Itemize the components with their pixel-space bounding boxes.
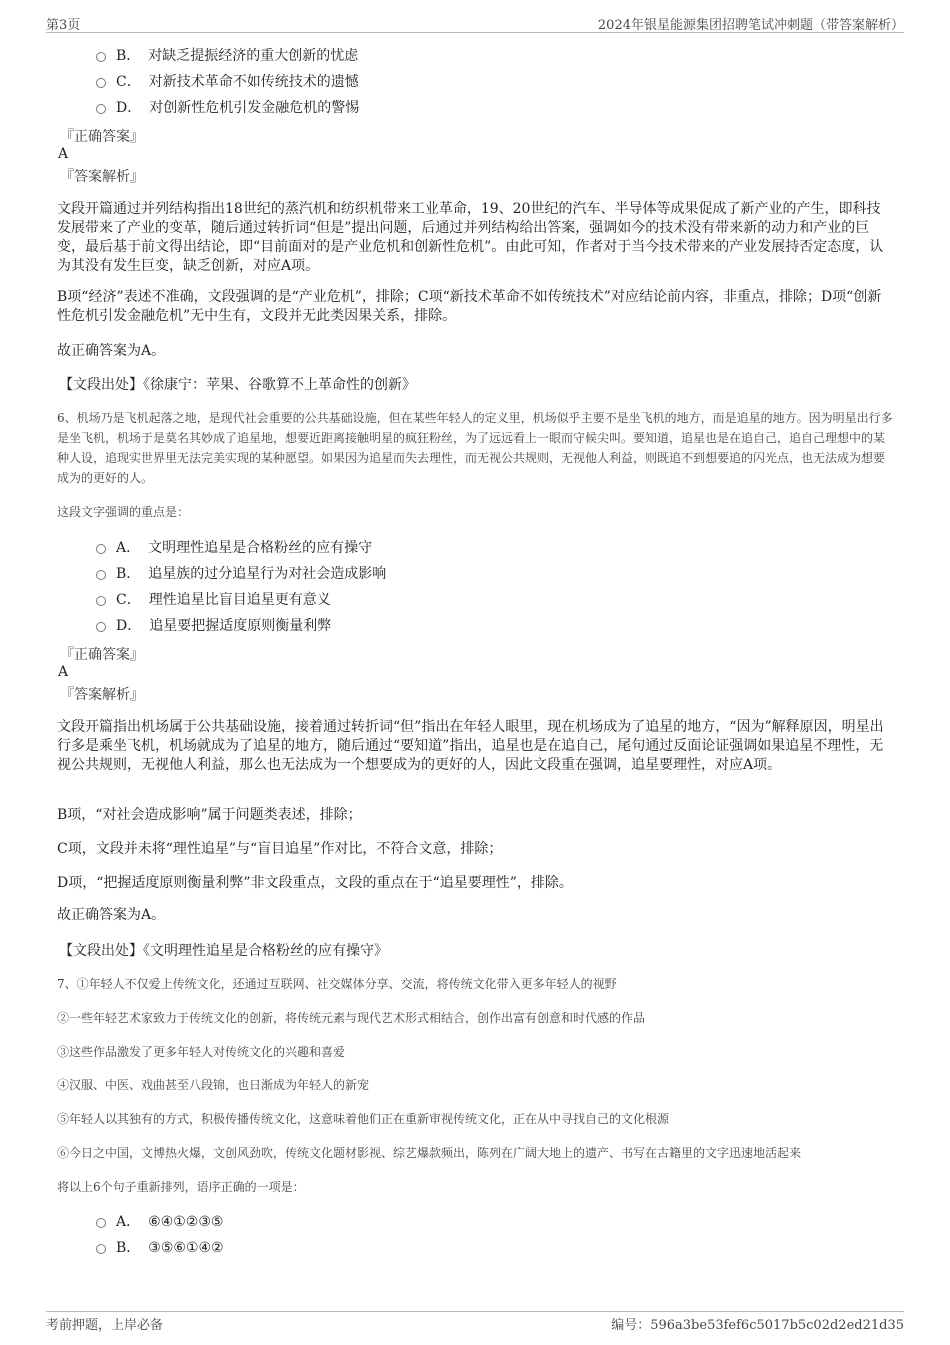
- option-radio[interactable]: D． 对创新性危机引发金融危机的警惕: [96, 98, 359, 118]
- option-radio[interactable]: B． 追星族的过分追星行为对社会造成影响: [96, 564, 386, 584]
- page-header: [46, 14, 904, 33]
- correct-answer: A: [58, 664, 69, 680]
- question-prompt: 这段文字强调的重点是：: [57, 505, 190, 519]
- question-prompt: 将以上6个句子重新排列，语序正确的一项是：: [57, 1180, 305, 1194]
- sentence: ⑥今日之中国，文博热火爆，文创风劲吹，传统文化题材影视、综艺爆款频出，陈列在广阔大地上的遗产、书写在古籍里的文字迅速地活起来: [57, 1146, 802, 1160]
- option-radio[interactable]: A． 文明理性追星是合格粉丝的应有操守: [96, 538, 372, 558]
- sentence: ⑤年轻人以其独有的方式，积极传播传统文化，这意味着他们正在重新审视传统文化，正在从中寻找自己的文化根源: [57, 1112, 670, 1126]
- conclusion: 故正确答案为A。: [57, 907, 166, 923]
- radio-icon[interactable]: [96, 78, 106, 88]
- option-radio[interactable]: B． 对缺乏提振经济的重大创新的忧虑: [96, 46, 358, 66]
- sentence: ③这些作品激发了更多年轻人对传统文化的兴趣和喜爱: [57, 1045, 346, 1059]
- analysis-paragraph: C项，文段并未将“理性追星”与“盲目追星”作对比，不符合文意，排除；: [57, 841, 503, 857]
- analysis-label: 『答案解析』: [60, 169, 144, 185]
- option-radio[interactable]: D． 追星要把握适度原则衡量利弊: [96, 616, 331, 636]
- question-stem: 6、机场乃是飞机起落之地，是现代社会重要的公共基础设施，但在某些年轻人的定义里，机场似乎主要不是坐飞机的地方，而是追星的地方。因为明星出行多是坐飞机，机场于是莫名其妙成了追星地，想要近距离接触明星的疯狂粉丝，为了远远看上一眼而守候尖叫。要知道，追星也是在追自己，追自己理想中的某种人设，追现实世界里无法完美实现的某种愿望。如果因为追星而失去理性，而无视公共规则，无视他人利益，则既追不到想要追的闪光点，也无法成为想要成为的更好的人。: [57, 411, 893, 485]
- radio-icon[interactable]: [96, 1218, 106, 1228]
- source-citation: 【文段出处】《徐康宁：苹果、谷歌算不上革命性的创新》: [59, 377, 416, 393]
- option-radio[interactable]: A． ⑥④①②③⑤: [96, 1212, 223, 1232]
- conclusion: 故正确答案为A。: [57, 343, 166, 359]
- radio-icon[interactable]: [96, 570, 106, 580]
- option-radio[interactable]: C． 理性追星比盲目追星更有意义: [96, 590, 331, 610]
- analysis-paragraph: 文段开篇通过并列结构指出18世纪的蒸汽机和纺织机带来工业革命，19、20世纪的汽车、半导体等成果促成了新产业的产生，即科技发展带来了产业的变革，随后通过转折词“但是”提出问题，后通过并列结构给出答案，强调如今的技术没有带来新的动力和产业的巨变，最后基于前文得出结论，即“目前面对的是产业危机和创新性危机”。由此可知，作者对于当今技术带来的产业发展持否定态度，认为其没有发生巨变，缺乏创新，对应A项。: [57, 201, 884, 274]
- analysis-label: 『答案解析』: [60, 687, 144, 703]
- source-citation: 【文段出处】《文明理性追星是合格粉丝的应有操守》: [59, 943, 388, 959]
- analysis-paragraph: B项，“对社会造成影响”属于问题类表述，排除；: [57, 807, 362, 823]
- correct-answer-label: 『正确答案』: [60, 647, 144, 663]
- option-radio[interactable]: C． 对新技术革命不如传统技术的遗憾: [96, 72, 359, 92]
- correct-answer-label: 『正确答案』: [60, 129, 144, 145]
- analysis-paragraph: B项“经济”表述不准确，文段强调的是“产业危机”，排除；C项“新技术革命不如传统技术”对应结论前内容，非重点，排除；D项“创新性危机引发金融危机”无中生有，文段并无此类因果关系，排除。: [57, 289, 882, 324]
- sentence: ④汉服、中医、戏曲甚至八段锦，也日渐成为年轻人的新宠: [57, 1078, 370, 1092]
- analysis-paragraph: 文段开篇指出机场属于公共基础设施，接着通过转折词“但”指出在年轻人眼里，现在机场成为了追星的地方，“因为”解释原因，明星出行多是乘坐飞机，机场就成为了追星的地方，随后通过“要知道”指出，追星也是在追自己，尾句通过反面论证强调如果追星不理性，无视公共规则，无视他人利益，那么也无法成为一个想要成为的更好的人，因此文段重在强调，追星要理性，对应A项。: [57, 719, 884, 773]
- document-code: 编号：596a3be53fef6c5017b5c02d2ed21d35: [611, 1318, 904, 1333]
- page-footer: [46, 1311, 904, 1333]
- radio-icon[interactable]: [96, 544, 106, 554]
- radio-icon[interactable]: [96, 622, 106, 632]
- correct-answer: A: [58, 146, 69, 162]
- footer-slogan: 考前押题，上岸必备: [46, 1318, 164, 1333]
- radio-icon[interactable]: [96, 104, 106, 114]
- option-radio[interactable]: B． ③⑤⑥①④②: [96, 1238, 224, 1258]
- radio-icon[interactable]: [96, 52, 106, 62]
- radio-icon[interactable]: [96, 596, 106, 606]
- sentence: ②一些年轻艺术家致力于传统文化的创新，将传统元素与现代艺术形式相结合，创作出富有创意和时代感的作品: [57, 1011, 646, 1025]
- radio-icon[interactable]: [96, 1244, 106, 1254]
- analysis-paragraph: D项，“把握适度原则衡量利弊”非文段重点，文段的重点在于“追星要理性”，排除。: [57, 875, 573, 891]
- sentence: 7、①年轻人不仅爱上传统文化，还通过互联网、社交媒体分享、交流，将传统文化带入更多年轻人的视野: [57, 977, 617, 991]
- page-number: 第3页: [46, 18, 81, 33]
- document-title: 2024年银星能源集团招聘笔试冲刺题（带答案解析）: [597, 18, 904, 33]
